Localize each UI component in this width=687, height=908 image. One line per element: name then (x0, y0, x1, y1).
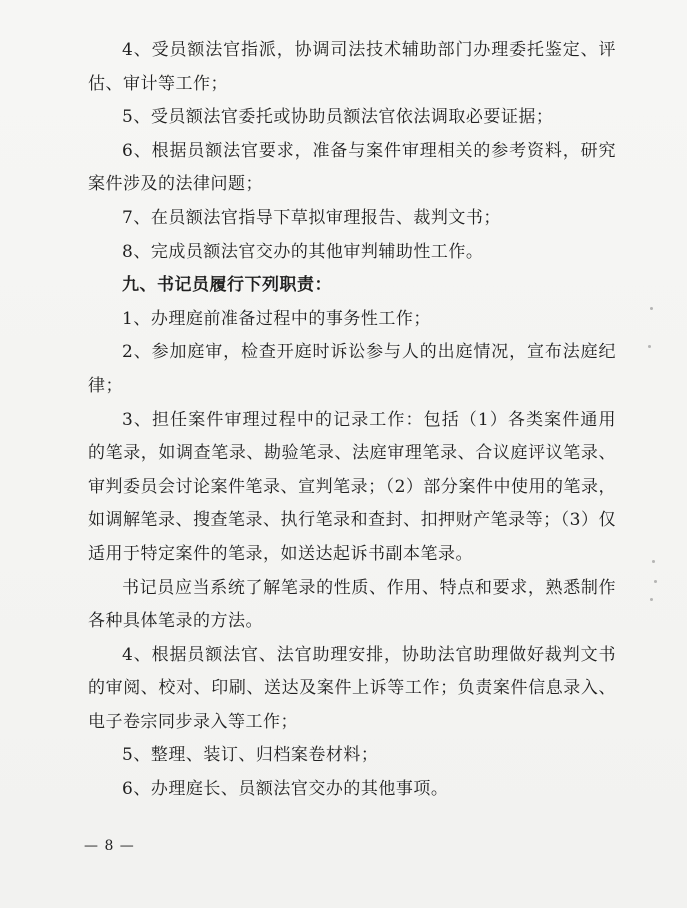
paragraph-3: 6、根据员额法官要求，准备与案件审理相关的参考资料，研究案件涉及的法律问题； (88, 140, 616, 195)
paragraph-10: 4、根据员额法官、法官助理安排，协助法官助理做好裁判文书的审阅、校对、印刷、送达及案件上诉等工作；负责案件信息录入、电子卷宗同步录入等工作； (88, 644, 616, 732)
scan-speck (654, 580, 657, 583)
page-number: — 8 — (84, 838, 135, 854)
paragraph-1: 4、受员额法官指派，协调司法技术辅助部门办理委托鉴定、评估、审计等工作； (88, 40, 616, 94)
section-heading: 九、书记员履行下列职责： (122, 275, 332, 296)
paragraph-8: 3、担任案件审理过程中的记录工作：包括（1）各类案件通用的笔录，如调查笔录、勘验笔录、法庭审理笔录、合议庭评议笔录、审判委员会讨论案件笔录、宣判笔录；（2）部分案件中使用的笔录，如调解笔录、搜查笔录、执行笔录和查封、扣押财产笔录等；（3）仅适用于特定案件的笔录，如送达起诉书副本笔录。 (88, 409, 616, 564)
paragraph-2: 5、受员额法官委托或协助员额法官依法调取必要证据； (122, 107, 554, 128)
paragraph-7: 2、参加庭审，检查开庭时诉讼参与人的出庭情况，宣布法庭纪律； (88, 342, 616, 396)
paragraph-12: 6、办理庭长、员额法官交办的其他事项。 (122, 779, 449, 800)
paragraph-6: 1、办理庭前准备过程中的事务性工作； (122, 308, 431, 329)
paragraph-4: 7、在员额法官指导下草拟审理报告、裁判文书； (122, 207, 501, 228)
scan-speck (648, 345, 651, 348)
scan-speck (650, 307, 653, 310)
scan-speck (652, 560, 655, 563)
paragraph-5: 8、完成员额法官交办的其他审判辅助性工作。 (122, 241, 484, 262)
paragraph-9: 书记员应当系统了解笔录的性质、作用、特点和要求，熟悉制作各种具体笔录的方法。 (88, 577, 616, 632)
paragraph-11: 5、整理、装订、归档案卷材料； (122, 745, 379, 766)
scan-speck (650, 598, 653, 601)
document-body (88, 34, 616, 807)
